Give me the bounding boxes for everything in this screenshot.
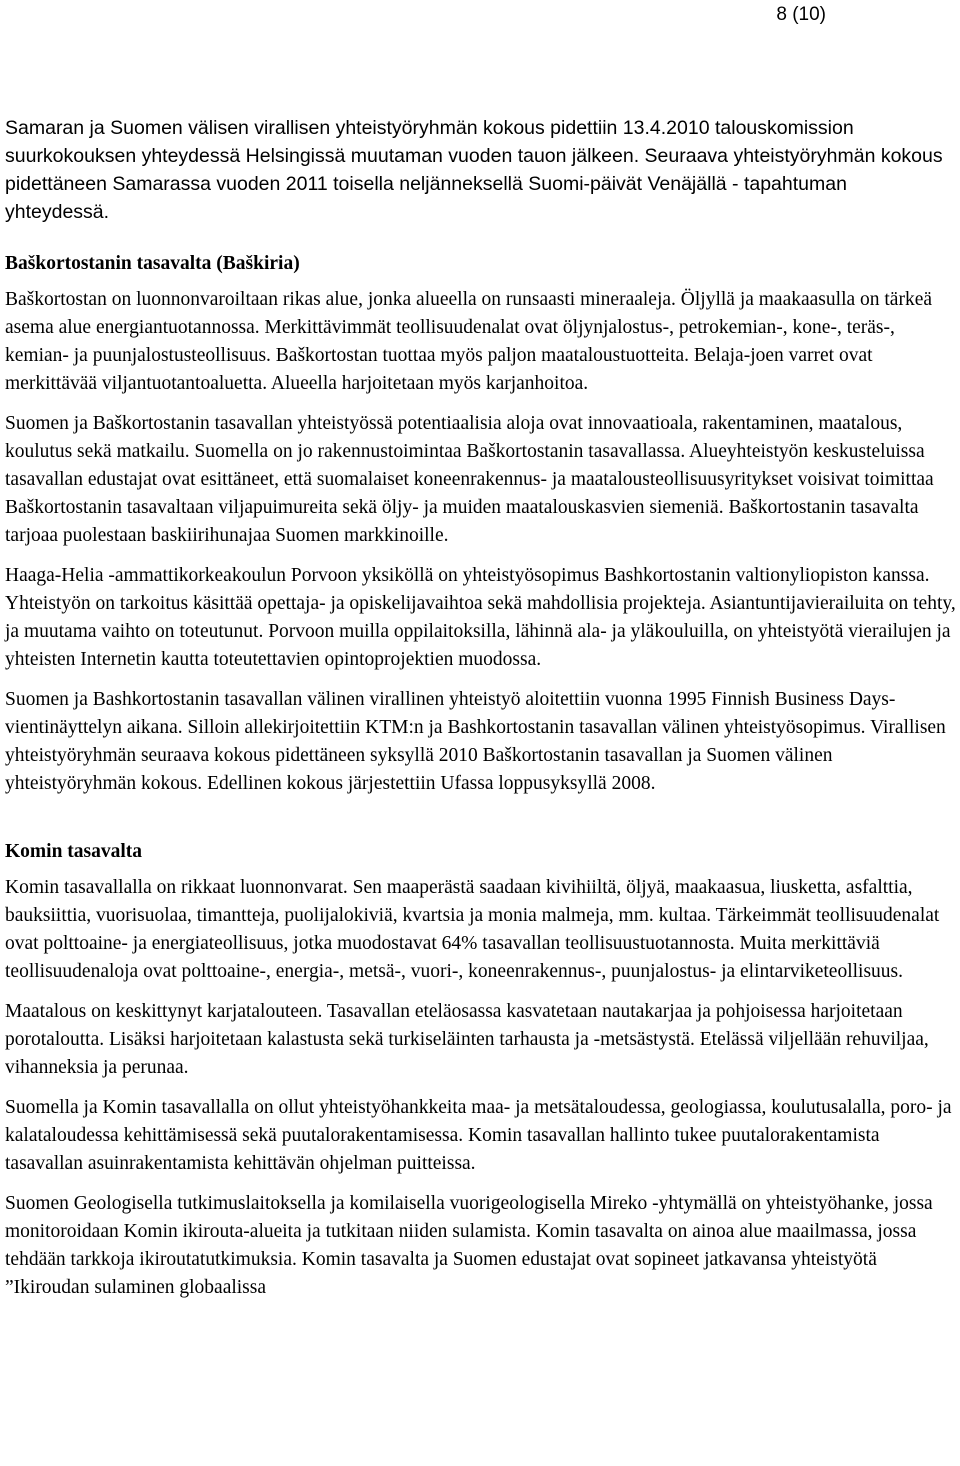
page-number: 8 (10) [776, 4, 826, 25]
section-heading: Baškortostanin tasavalta (Baškiria) [5, 253, 300, 274]
section-heading: Komin tasavalta [5, 841, 143, 862]
section-bashkortostan [5, 250, 960, 798]
paragraph: Haaga-Helia -ammattikorkeakoulun Porvoon yksiköllä on yhteistyösopimus Bashkortostanin valtionyliopiston kanssa. Yhteistyön on tarkoitus käsittää opettaja- ja opiskelijavaihtoa sekä mahdollisia projekteja. Asiantuntijavierailuita on tehty, ja muutama vaihto on toteutunut. Porvoon muilla oppilaitoksilla, lähinnä ala- ja yläkouluilla, on yhteistyötä vierailujen ja yhteisten Internetin kautta toteutettavien opintoprojektien muodossa. [5, 565, 956, 670]
intro-paragraph: Samaran ja Suomen välisen virallisen yhteistyöryhmän kokous pidettiin 13.4.2010 talouskomission suurkokouksen yhteydessä Helsingissä muutaman vuoden tauon jälkeen. Seuraava yhteistyöryhmän kokous pidettäneen Samarassa vuoden 2011 toisella neljänneksellä Suomi-päivät Venäjällä - tapahtuman yhteydessä. [5, 117, 943, 223]
paragraph: Suomen ja Baškortostanin tasavallan yhteistyössä potentiaalisia aloja ovat innovaatioala, rakentaminen, maatalous, koulutus sekä matkailu. Suomella on jo rakennustoimintaa Baškortostanin tasavallassa. Alueyhteistyön keskusteluissa tasavallan edustajat ovat esittäneet, että suomalaiset koneenrakennus- ja maatalousteollisuusyritykset voisivat toimittaa Baškortostanin tasavaltaan viljapuimureita sekä öljy- ja muiden maatalouskasvien siemeniä. Baškortostanin tasavalta tarjoaa puolestaan baskiirihunajaa Suomen markkinoille. [5, 413, 934, 546]
paragraph: Baškortostan on luonnonvaroiltaan rikas alue, jonka alueella on runsaasti mineraaleja. Öljyllä ja maakaasulla on tärkeä asema alue energiantuotannossa. Merkittävimmät teollisuudenalat ovat öljynjalostus-, petrokemian-, kone-, teräs-, kemian- ja puunjalostusteollisuus. Baškortostan tuottaa myös paljon maataloustuotteita. Belaja-joen varret ovat merkittävää viljantuotantoaluetta. Alueella harjoitetaan myös karjanhoitoa. [5, 289, 933, 394]
paragraph: Maatalous on keskittynyt karjatalouteen. Tasavallan eteläosassa kasvatetaan nautakarjaa ja pohjoisessa harjoitetaan porotaloutta. Lisäksi harjoitetaan kalastusta sekä turkiseläinten tarhausta ja -metsästystä. Etelässä viljellään rehuviljaa, vihanneksia ja perunaa. [5, 1001, 929, 1078]
paragraph: Suomella ja Komin tasavallalla on ollut yhteistyöhankkeita maa- ja metsätaloudessa, geologiassa, koulutusalalla, poro- ja kalataloudessa kehittämisessä sekä puutalorakentamisessa. Komin tasavallan hallinto tukee puutalorakentamista tasavallan asuinrakentamista kehittävän ohjelman puitteissa. [5, 1097, 952, 1174]
paragraph: Komin tasavallalla on rikkaat luonnonvarat. Sen maaperästä saadaan kivihiiltä, öljyä, maakaasua, liusketta, asfalttia, bauksiittia, vuorisuolaa, timantteja, puolijalokiviä, kvartsia ja monia malmeja, mm. kultaa. Tärkeimmät teollisuudenalat ovat polttoaine- ja energiateollisuus, jotka muodostavat 64% tasavallan teollisuustuotannosta. Muita merkittäviä teollisuudenaloja ovat polttoaine-, energia-, metsä-, vuori-, koneenrakennus-, puunjalostus- ja elintarviketeollisuus. [5, 877, 940, 982]
document-body [5, 250, 960, 1302]
section-komi [5, 838, 960, 1302]
paragraph: Suomen Geologisella tutkimuslaitoksella ja komilaisella vuorigeologisella Mireko -yhtymällä on yhteistyöhanke, jossa monitoroidaan Komin ikirouta-alueita ja tutkitaan niiden sulamista. Komin tasavalta on ainoa alue maailmassa, jossa tehdään tarkkoja ikiroutatutkimuksia. Komin tasavalta ja Suomen edustajat ovat sopineet jatkavansa yhteistyötä ”Ikiroudan sulaminen globaalissa [5, 1193, 933, 1298]
paragraph: Suomen ja Bashkortostanin tasavallan välinen virallinen yhteistyö aloitettiin vuonna 1995 Finnish Business Days-vientinäyttelyn aikana. Silloin allekirjoitettiin KTM:n ja Bashkortostanin tasavallan välinen yhteistyösopimus. Virallisen yhteistyöryhmän seuraava kokous pidettäneen syksyllä 2010 Baškortostanin tasavallan ja Suomen välinen yhteistyöryhmän kokous. Edellinen kokous järjestettiin Ufassa loppusyksyllä 2008. [5, 689, 946, 794]
